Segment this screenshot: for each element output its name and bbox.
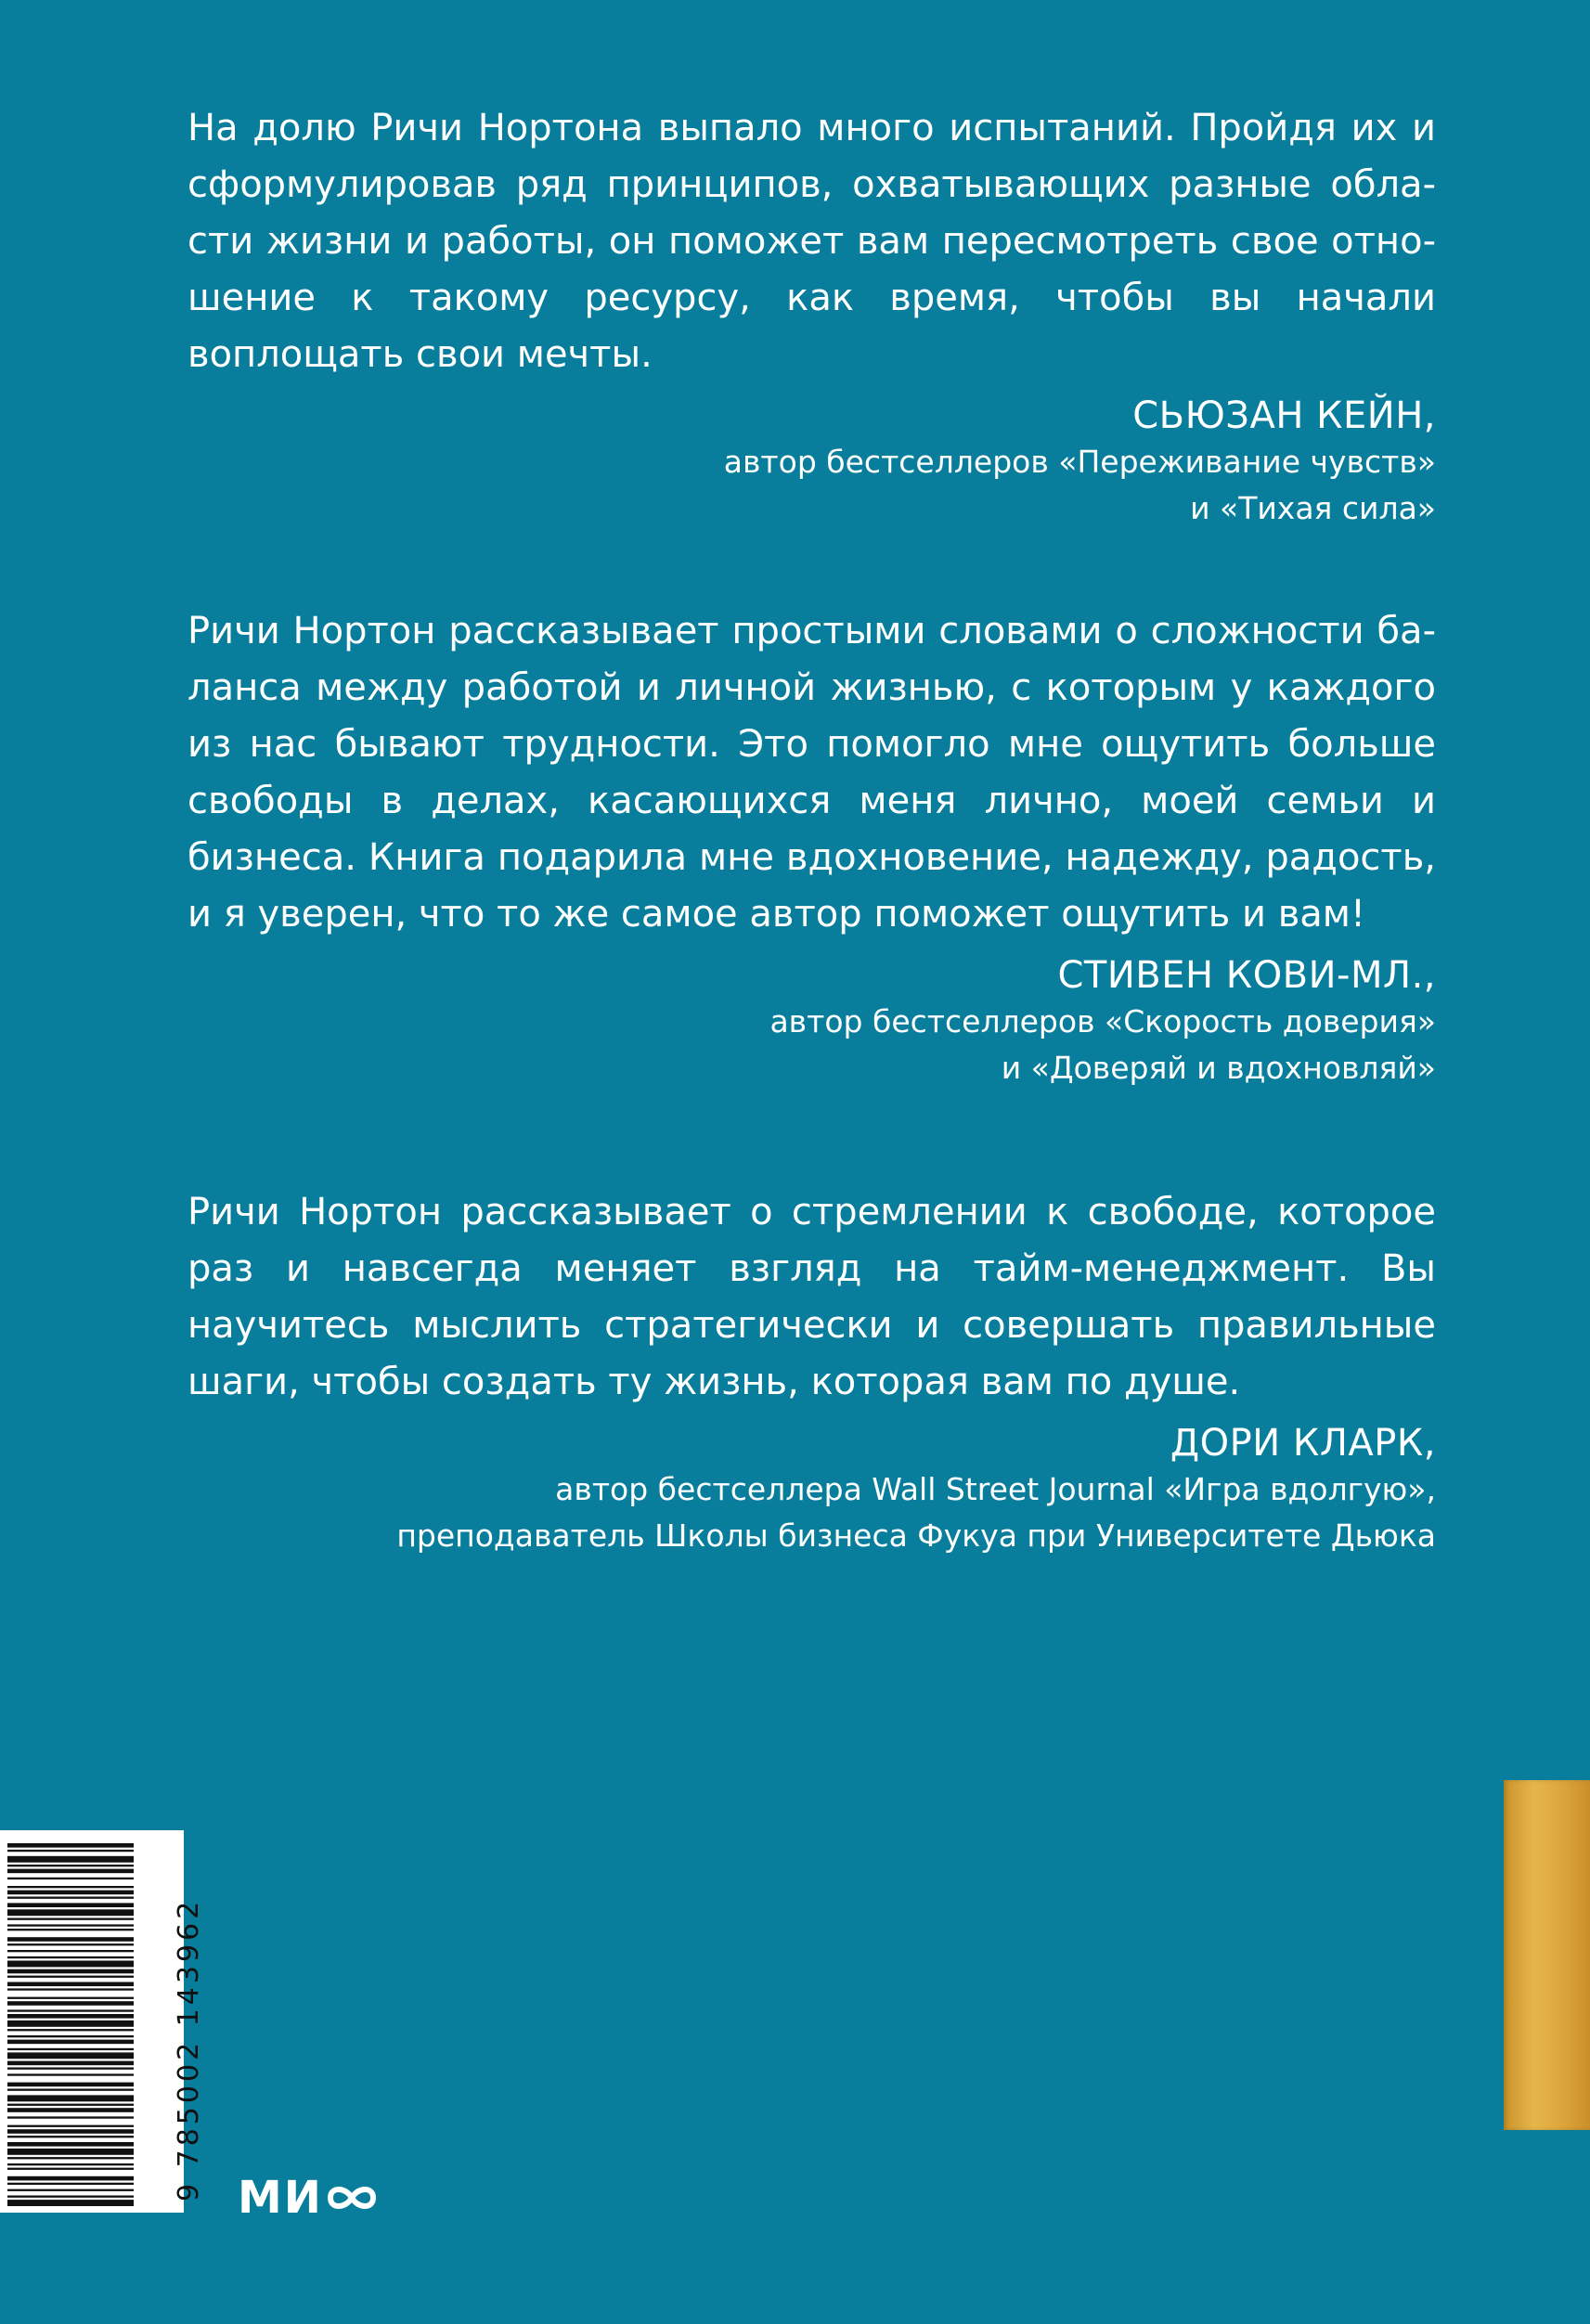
publisher-logo-text: МИ: [238, 2172, 323, 2224]
quote-author: СТИВЕН КОВИ-МЛ.,: [1057, 954, 1436, 997]
author-description-line-2: и «Тихая сила»: [1190, 490, 1436, 526]
quote-block-3: [187, 1184, 1436, 1559]
infinity-icon: [325, 2179, 379, 2216]
quote-author: ДОРИ КЛАРК,: [1170, 1422, 1436, 1465]
quote-text: Ричи Нортон рассказывает о стремлении к свободе, которое раз и навсегда меняет взгляд на тайм-менеджмент. Вы научитесь мыслить стратегически и совершать правильные шаги, чтобы создать ту жизнь, которая вам по душе.: [187, 1191, 1436, 1403]
author-description-line-2: и «Доверяй и вдохновляй»: [1001, 1050, 1436, 1086]
quote-block-1: [187, 100, 1436, 532]
author-description-line-1: автор бестселлера Wall Street Journal «Игра вдолгую»,: [555, 1471, 1436, 1507]
gold-edge-tab: [1504, 1780, 1590, 2130]
author-description-line-1: автор бестселлеров «Скорость доверия»: [769, 1003, 1436, 1039]
barcode-bars: [0, 1830, 139, 2213]
quote-author: СЬЮЗАН КЕЙН,: [1132, 394, 1436, 437]
barcode-digits: [139, 1840, 205, 2203]
quote-text: На долю Ричи Нортона выпало много испытаний. Пройдя их и сформулировав ряд принципов, охватывающих разные области жизни и работы, он поможет вам пересмотреть свое отношение к такому ресурсу, как время, чтобы вы начали воплощать свои мечты.: [187, 107, 1436, 376]
author-description-line-1: автор бестселлеров «Переживание чувств»: [723, 444, 1436, 480]
quote-block-2: [187, 603, 1436, 1091]
publisher-logo: [238, 2170, 379, 2226]
barcode-number: 9 785002 143962: [173, 1897, 205, 2201]
isbn-barcode: [0, 1830, 205, 2213]
author-description-line-2: преподаватель Школы бизнеса Фукуа при Университете Дьюка: [396, 1517, 1436, 1554]
quote-text: Ричи Нортон рассказывает простыми словами о сложности баланса между работой и личной жизнью, с которым у каждого из нас бывают трудности. Это помогло мне ощутить больше свободы в делах, касающихся меня лично, моей семьи и бизнеса. Книга подарила мне вдохновение, надежду, радость, и я уверен, что то же самое автор поможет ощутить и вам!: [187, 610, 1436, 936]
